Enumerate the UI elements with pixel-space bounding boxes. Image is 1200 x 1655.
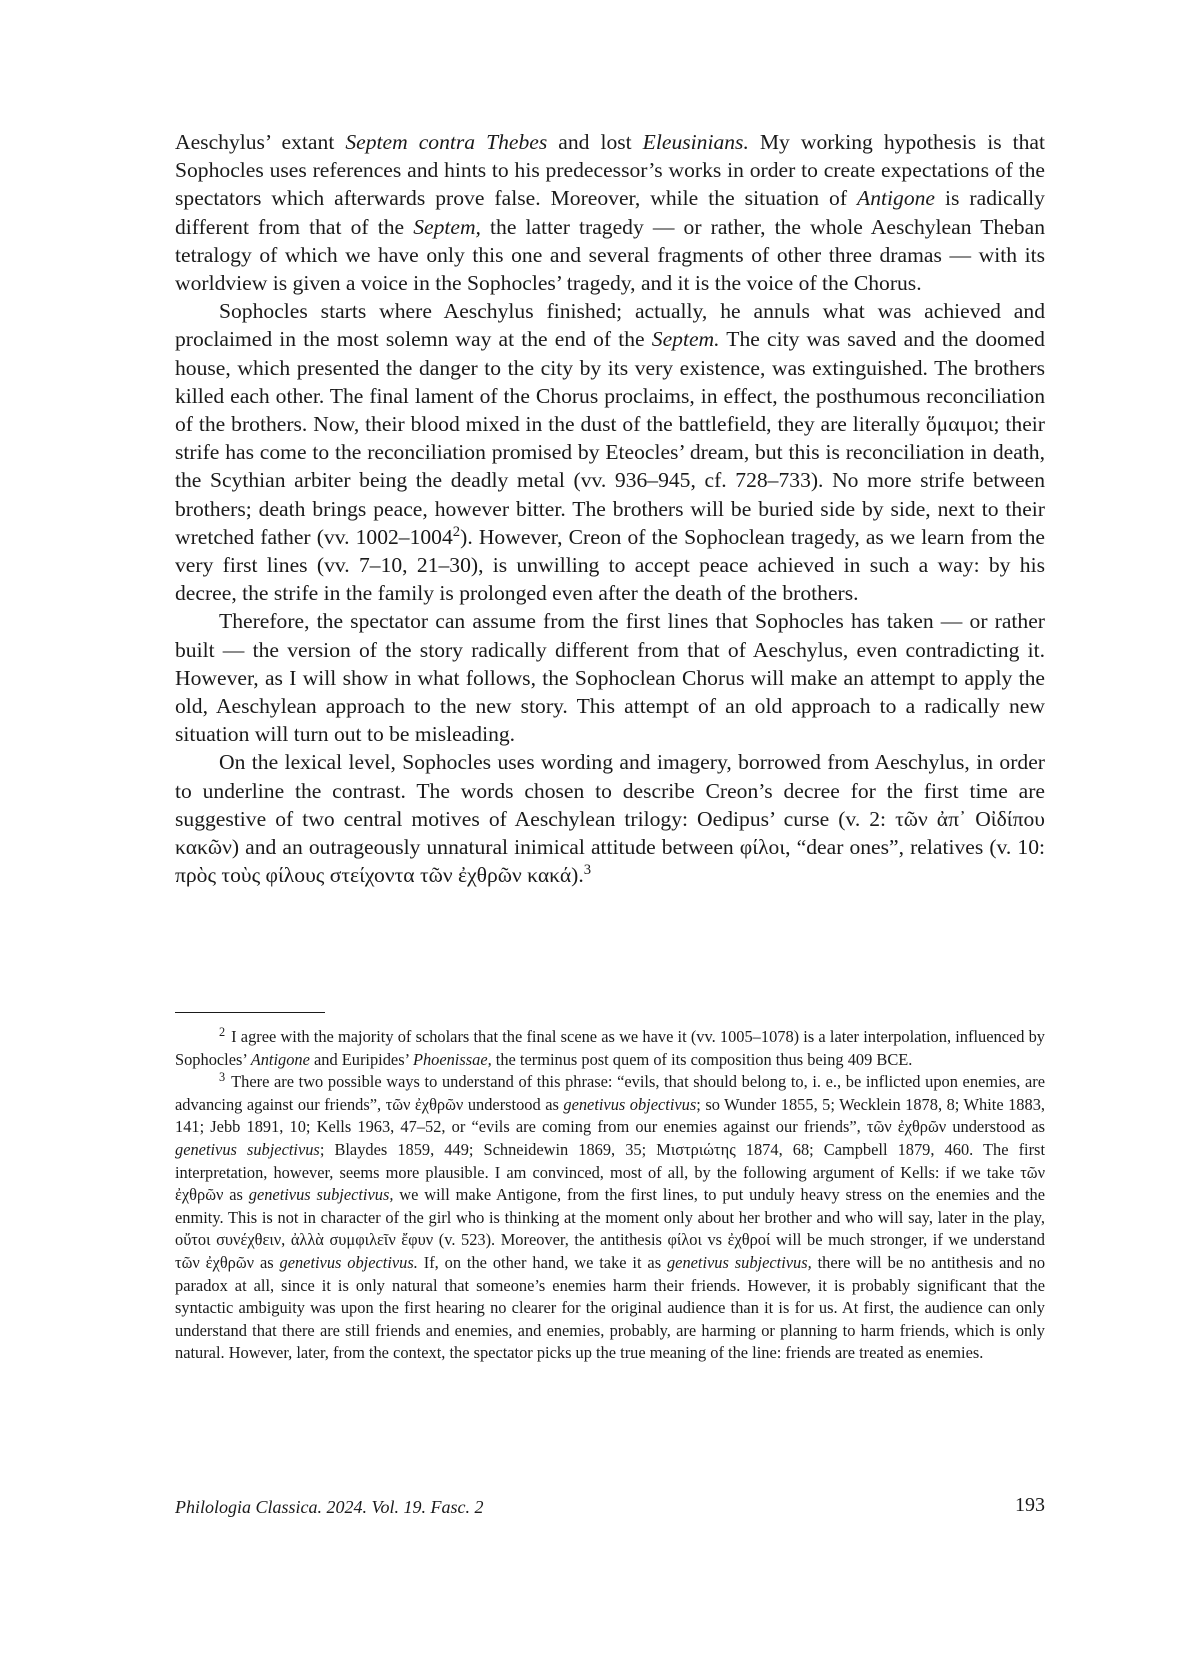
footnote-2: $^2$ I agree with the majority of scholars that the final scene as we have it (vv. 1005–1078) is a later interpolation, influenced by Sophocles’ Antigone and Euripides’ Phoenissae, the terminus post quem of its composition thus being 409 BCE. <box>175 1024 1045 1069</box>
journal-citation: Philologia Classica. 2024. Vol. 19. Fasc. 2 <box>175 1497 484 1517</box>
paragraph-2: Sophocles starts where Aeschylus finished; actually, he annuls what was achieved and proclaimed in the most solemn way at the end of the Septem. The city was saved and the doomed house, which presented the danger to the city by its very existence, was extinguished. The brothers killed each other. The final lament of the Chorus proclaims, in effect, the posthumous reconciliation of the brothers. Now, their blood mixed in the dust of the battlefield, they are literally ὅμαιμοι; their strife has come to the reconciliation promised by Eteocles’ dream, but this is reconciliation in death, the Scythian arbiter being the deadly metal (vv. 936–945, cf. 728–733). No more strife between brothers; death brings peace, however bitter. The brothers will be buried side by side, next to their wretched father (vv. 1002–1004$^2$). However, Creon of the Sophoclean tragedy, as we learn from the very first lines (vv. 7–10, 21–30), is unwilling to accept peace achieved in such a way: by his decree, the strife in the family is prolonged even after the death of the brothers. <box>175 299 1045 606</box>
footnote-ref-2[interactable]: 2 <box>452 523 461 540</box>
footnote-separator <box>175 1012 325 1013</box>
paragraph-3: Therefore, the spectator can assume from the first lines that Sophocles has taken — or rather built — the version of the story radically different from that of Aeschylus, even contradicting it. However, as I will show in what follows, the Sophoclean Chorus will make an attempt to apply the old, Aeschylean approach to the new story. This attempt of an old approach to a radically new situation will turn out to be misleading. <box>175 609 1045 747</box>
page-number: 193 <box>1015 1494 1045 1516</box>
paragraph-1: Aeschylus’ extant Septem contra Thebes and lost Eleusinians. My working hypothesis is that Sophocles uses references and hints to his predecessor’s works in order to create expectations of the spectators which afterwards prove false. Moreover, while the situation of Antigone is radically different from that of the Septem, the latter tragedy — or rather, the whole Aeschylean Theban tetralogy of which we have only this one and several fragments of other three dramas — with its worldview is given a voice in the Sophocles’ tragedy, and it is the voice of the Chorus. <box>175 130 1046 296</box>
main-text <box>175 128 1045 889</box>
paragraph-4: On the lexical level, Sophocles uses wording and imagery, borrowed from Aeschylus, in order to underline the contrast. The words chosen to describe Creon’s decree for the first time are suggestive of two central motives of Aeschylean trilogy: Oedipus’ curse (v. 2: τῶν ἀπ᾽ Οἰδίπου κακῶν) and an outrageously unnatural inimical attitude between φίλοι, “dear ones”, relatives (v. 10: πρὸς τοὺς φίλους στείχοντα τῶν ἐχθρῶν κακά).$^3$ <box>175 750 1045 888</box>
footnote-mark: 2 <box>219 1024 226 1039</box>
footnote-3: $^3$ There are two possible ways to understand of this phrase: “evils, that should belong to, i. e., be inflicted upon enemies, are advancing against our friends”, τῶν ἐχθρῶν understood as genetivus objectivus; so Wunder 1855, 5; Wecklein 1878, 8; White 1883, 141; Jebb 1891, 10; Kells 1963, 47–52, or “evils are coming from our enemies against our friends”, τῶν ἐχθρῶν understood as genetivus subjectivus; Blaydes 1859, 449; Schneidewin 1869, 35; Μιστριώτης 1874, 68; Campbell 1879, 460. The first interpretation, however, seems more plausible. I am convinced, most of all, by the following argument of Kells: if we take τῶν ἐχθρῶν as genetivus subjectivus, we will make Antigone, from the first lines, to put unduly heavy stress on the enemies and the enmity. This is not in character of the girl who is thinking at the moment only about her brother and who will say, later in the play, οὔτοι συνέχθειν, ἀλλὰ συμφιλεῖν ἔφυν (v. 523). Moreover, the antithesis φίλοι vs ἐχθροί will be much stronger, if we understand τῶν ἐχθρῶν as genetivus objectivus. If, on the other hand, we take it as genetivus subjectivus, there will be no antithesis and no paradox at all, since it is only natural that someone’s enemies harm their friends. However, it is probably significant that the syntactic ambiguity was upon the first hearing no clearer for the original audience than it is for us. At first, the audience can only understand that there are still friends and enemies, and enemies, probably, are harming or planning to harm friends, which is only natural. However, later, from the context, the spectator picks up the true meaning of the line: friends are treated as enemies. <box>175 1069 1046 1363</box>
footnote-mark: 3 <box>219 1069 226 1084</box>
footnote-ref-3[interactable]: 3 <box>583 862 592 879</box>
footnotes <box>175 1026 1045 1365</box>
